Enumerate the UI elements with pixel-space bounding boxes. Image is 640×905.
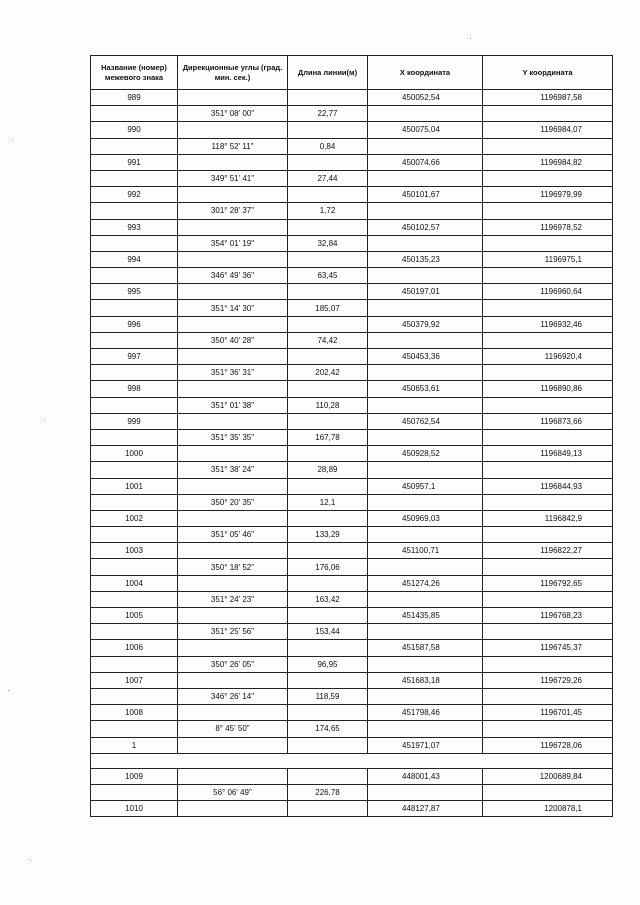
cell-x-coordinate: 450135,23	[368, 251, 483, 267]
cell-y-coordinate: 1196728,06	[483, 737, 613, 753]
cell-y-coordinate: 1196890,86	[483, 381, 613, 397]
cell-y-coordinate: 1196842,9	[483, 510, 613, 526]
cell-line-length	[288, 381, 368, 397]
cell-direction-angle: 118° 52' 11"	[178, 138, 288, 154]
cell-line-length	[288, 608, 368, 624]
segment-row	[91, 688, 613, 704]
cell-x-coordinate	[368, 462, 483, 478]
cell-point-name: 1002	[91, 510, 178, 526]
cell-x-coordinate: 451798,46	[368, 705, 483, 721]
cell-line-length	[288, 575, 368, 591]
cell-line-length: 118,59	[288, 688, 368, 704]
cell-direction-angle	[178, 737, 288, 753]
cell-y-coordinate: 1196979,99	[483, 187, 613, 203]
point-row	[91, 737, 613, 753]
header-x: X координата	[368, 56, 483, 90]
cell-line-length	[288, 122, 368, 138]
cell-point-name: 989	[91, 90, 178, 106]
cell-x-coordinate: 451435,85	[368, 608, 483, 624]
cell-direction-angle: 351° 01' 38"	[178, 397, 288, 413]
cell-line-length: 0,84	[288, 138, 368, 154]
point-row	[91, 122, 613, 138]
cell-line-length: 27,44	[288, 170, 368, 186]
cell-line-length: 226,78	[288, 784, 368, 800]
cell-line-length	[288, 640, 368, 656]
cell-direction-angle	[178, 413, 288, 429]
cell-direction-angle: 350° 26' 05"	[178, 656, 288, 672]
cell-x-coordinate: 450074,66	[368, 154, 483, 170]
header-angle: Дирекционные углы (град. мин. сек.)	[178, 56, 288, 90]
cell-x-coordinate: 451587,58	[368, 640, 483, 656]
cell-y-coordinate	[483, 462, 613, 478]
segment-row	[91, 624, 613, 640]
cell-line-length: 163,42	[288, 591, 368, 607]
segment-row	[91, 494, 613, 510]
cell-line-length	[288, 543, 368, 559]
cell-direction-angle	[178, 510, 288, 526]
cell-x-coordinate	[368, 300, 483, 316]
cell-line-length: 133,29	[288, 527, 368, 543]
cell-line-length	[288, 90, 368, 106]
cell-y-coordinate: 1196729,26	[483, 672, 613, 688]
cell-direction-angle: 354° 01' 19"	[178, 235, 288, 251]
cell-line-length: 22,77	[288, 106, 368, 122]
cell-y-coordinate: 1196978,52	[483, 219, 613, 235]
cell-y-coordinate: 1196844,93	[483, 478, 613, 494]
cell-point-name: 1003	[91, 543, 178, 559]
cell-point-name: 993	[91, 219, 178, 235]
cell-direction-angle	[178, 284, 288, 300]
cell-point-name: 1006	[91, 640, 178, 656]
cell-point-name: 1010	[91, 801, 178, 817]
cell-line-length: 176,06	[288, 559, 368, 575]
point-row	[91, 640, 613, 656]
cell-point-name: 997	[91, 349, 178, 365]
point-row	[91, 284, 613, 300]
gap-cell	[91, 753, 613, 768]
cell-y-coordinate: 1200878,1	[483, 801, 613, 817]
cell-line-length	[288, 672, 368, 688]
cell-y-coordinate	[483, 624, 613, 640]
cell-x-coordinate: 450653,61	[368, 381, 483, 397]
cell-line-length	[288, 446, 368, 462]
cell-direction-angle	[178, 90, 288, 106]
segment-row	[91, 332, 613, 348]
cell-direction-angle	[178, 349, 288, 365]
cell-direction-angle	[178, 219, 288, 235]
cell-x-coordinate	[368, 332, 483, 348]
cell-x-coordinate	[368, 429, 483, 445]
segment-row	[91, 397, 613, 413]
cell-x-coordinate: 448127,87	[368, 801, 483, 817]
cell-line-length	[288, 219, 368, 235]
cell-point-name: 990	[91, 122, 178, 138]
cell-y-coordinate: 1196701,45	[483, 705, 613, 721]
table-header-row	[91, 56, 613, 90]
cell-direction-angle	[178, 801, 288, 817]
cell-line-length: 63,45	[288, 268, 368, 284]
cell-point-name: 994	[91, 251, 178, 267]
cell-line-length	[288, 768, 368, 784]
point-row	[91, 187, 613, 203]
segment-row	[91, 300, 613, 316]
cell-point-name	[91, 332, 178, 348]
cell-direction-angle: 351° 05' 46"	[178, 527, 288, 543]
cell-x-coordinate: 450197,01	[368, 284, 483, 300]
cell-line-length	[288, 737, 368, 753]
cell-direction-angle: 351° 35' 35"	[178, 429, 288, 445]
cell-y-coordinate	[483, 397, 613, 413]
cell-point-name	[91, 591, 178, 607]
cell-x-coordinate	[368, 494, 483, 510]
cell-x-coordinate: 451100,71	[368, 543, 483, 559]
scan-speck	[30, 860, 31, 861]
cell-x-coordinate: 450928,52	[368, 446, 483, 462]
cell-x-coordinate: 450102,57	[368, 219, 483, 235]
cell-x-coordinate: 450762,54	[368, 413, 483, 429]
cell-y-coordinate: 1196987,58	[483, 90, 613, 106]
boundary-coordinates-table	[90, 55, 613, 817]
point-row	[91, 478, 613, 494]
point-row	[91, 219, 613, 235]
cell-y-coordinate: 1196975,1	[483, 251, 613, 267]
cell-x-coordinate	[368, 688, 483, 704]
cell-direction-angle	[178, 154, 288, 170]
cell-direction-angle: 350° 18' 52"	[178, 559, 288, 575]
point-row	[91, 543, 613, 559]
cell-y-coordinate	[483, 559, 613, 575]
scan-speck	[12, 140, 13, 141]
cell-x-coordinate: 451274,26	[368, 575, 483, 591]
point-row	[91, 90, 613, 106]
cell-line-length	[288, 705, 368, 721]
cell-line-length: 153,44	[288, 624, 368, 640]
cell-line-length: 185,07	[288, 300, 368, 316]
cell-x-coordinate	[368, 721, 483, 737]
cell-x-coordinate: 450379,92	[368, 316, 483, 332]
cell-line-length	[288, 251, 368, 267]
cell-line-length: 32,84	[288, 235, 368, 251]
cell-point-name	[91, 559, 178, 575]
point-row	[91, 154, 613, 170]
cell-y-coordinate: 1196984,07	[483, 122, 613, 138]
segment-row	[91, 591, 613, 607]
point-row	[91, 608, 613, 624]
cell-y-coordinate: 1196768,23	[483, 608, 613, 624]
cell-point-name: 991	[91, 154, 178, 170]
cell-line-length	[288, 187, 368, 203]
cell-x-coordinate	[368, 397, 483, 413]
cell-y-coordinate: 1196920,4	[483, 349, 613, 365]
cell-x-coordinate	[368, 365, 483, 381]
cell-x-coordinate: 448001,43	[368, 768, 483, 784]
cell-point-name	[91, 106, 178, 122]
cell-y-coordinate	[483, 365, 613, 381]
cell-point-name: 1	[91, 737, 178, 753]
point-row	[91, 381, 613, 397]
cell-point-name	[91, 721, 178, 737]
cell-direction-angle: 301° 28' 37"	[178, 203, 288, 219]
cell-direction-angle	[178, 122, 288, 138]
cell-direction-angle	[178, 705, 288, 721]
cell-line-length	[288, 154, 368, 170]
cell-direction-angle: 351° 36' 31"	[178, 365, 288, 381]
cell-direction-angle	[178, 575, 288, 591]
cell-point-name	[91, 203, 178, 219]
header-y: Y координата	[483, 56, 613, 90]
cell-point-name	[91, 688, 178, 704]
cell-y-coordinate	[483, 494, 613, 510]
cell-line-length: 174,65	[288, 721, 368, 737]
scan-speck	[8, 690, 9, 691]
cell-line-length	[288, 316, 368, 332]
cell-x-coordinate: 450101,67	[368, 187, 483, 203]
cell-line-length	[288, 510, 368, 526]
cell-point-name	[91, 397, 178, 413]
segment-row	[91, 170, 613, 186]
cell-x-coordinate	[368, 559, 483, 575]
cell-y-coordinate: 1196984,82	[483, 154, 613, 170]
cell-direction-angle	[178, 608, 288, 624]
cell-point-name: 1001	[91, 478, 178, 494]
cell-point-name	[91, 494, 178, 510]
point-row	[91, 510, 613, 526]
cell-point-name	[91, 462, 178, 478]
segment-row	[91, 784, 613, 800]
cell-y-coordinate: 1196873,66	[483, 413, 613, 429]
cell-y-coordinate: 1196822,27	[483, 543, 613, 559]
cell-y-coordinate	[483, 656, 613, 672]
cell-x-coordinate: 450453,36	[368, 349, 483, 365]
cell-line-length: 1,72	[288, 203, 368, 219]
point-row	[91, 316, 613, 332]
cell-direction-angle	[178, 640, 288, 656]
cell-line-length: 202,42	[288, 365, 368, 381]
cell-y-coordinate	[483, 721, 613, 737]
cell-point-name: 1000	[91, 446, 178, 462]
cell-direction-angle	[178, 672, 288, 688]
cell-point-name	[91, 365, 178, 381]
scan-speck	[44, 420, 45, 421]
scan-speck	[470, 38, 471, 39]
point-row	[91, 705, 613, 721]
cell-line-length	[288, 284, 368, 300]
cell-line-length	[288, 801, 368, 817]
cell-x-coordinate	[368, 591, 483, 607]
cell-y-coordinate	[483, 527, 613, 543]
cell-point-name: 995	[91, 284, 178, 300]
table-body	[91, 90, 613, 817]
cell-y-coordinate	[483, 429, 613, 445]
cell-line-length: 28,89	[288, 462, 368, 478]
cell-y-coordinate: 1200689,84	[483, 768, 613, 784]
cell-x-coordinate	[368, 106, 483, 122]
segment-row	[91, 235, 613, 251]
cell-y-coordinate	[483, 688, 613, 704]
cell-y-coordinate: 1196849,13	[483, 446, 613, 462]
cell-direction-angle: 56° 06' 49"	[178, 784, 288, 800]
cell-x-coordinate	[368, 624, 483, 640]
cell-point-name	[91, 170, 178, 186]
segment-row	[91, 106, 613, 122]
cell-line-length: 96,95	[288, 656, 368, 672]
cell-point-name: 1005	[91, 608, 178, 624]
cell-y-coordinate	[483, 268, 613, 284]
segment-row	[91, 527, 613, 543]
segment-row	[91, 721, 613, 737]
cell-point-name: 1009	[91, 768, 178, 784]
cell-point-name	[91, 527, 178, 543]
cell-y-coordinate	[483, 591, 613, 607]
cell-direction-angle	[178, 251, 288, 267]
segment-row	[91, 203, 613, 219]
segment-row	[91, 429, 613, 445]
point-row	[91, 575, 613, 591]
cell-y-coordinate	[483, 784, 613, 800]
cell-x-coordinate	[368, 235, 483, 251]
cell-x-coordinate: 451683,18	[368, 672, 483, 688]
cell-direction-angle	[178, 446, 288, 462]
header-name: Название (номер) межевого знака	[91, 56, 178, 90]
segment-row	[91, 559, 613, 575]
cell-direction-angle: 351° 38' 24"	[178, 462, 288, 478]
point-row	[91, 413, 613, 429]
cell-line-length: 12,1	[288, 494, 368, 510]
cell-y-coordinate: 1196792,65	[483, 575, 613, 591]
cell-x-coordinate	[368, 170, 483, 186]
cell-direction-angle	[178, 381, 288, 397]
cell-point-name	[91, 268, 178, 284]
cell-point-name: 992	[91, 187, 178, 203]
cell-point-name	[91, 784, 178, 800]
cell-direction-angle	[178, 316, 288, 332]
cell-line-length: 74,42	[288, 332, 368, 348]
cell-y-coordinate	[483, 300, 613, 316]
cell-y-coordinate	[483, 235, 613, 251]
cell-point-name: 1008	[91, 705, 178, 721]
cell-point-name: 999	[91, 413, 178, 429]
cell-point-name: 1007	[91, 672, 178, 688]
cell-point-name	[91, 429, 178, 445]
cell-direction-angle	[178, 768, 288, 784]
cell-x-coordinate	[368, 784, 483, 800]
header-length: Длина линии(м)	[288, 56, 368, 90]
segment-row	[91, 268, 613, 284]
point-row	[91, 251, 613, 267]
cell-direction-angle	[178, 543, 288, 559]
cell-x-coordinate	[368, 268, 483, 284]
table-gap-row	[91, 753, 613, 768]
cell-direction-angle	[178, 187, 288, 203]
cell-direction-angle: 8° 45' 50"	[178, 721, 288, 737]
cell-y-coordinate	[483, 106, 613, 122]
cell-point-name	[91, 138, 178, 154]
cell-direction-angle: 349° 51' 41"	[178, 170, 288, 186]
cell-point-name	[91, 624, 178, 640]
segment-row	[91, 365, 613, 381]
segment-row	[91, 138, 613, 154]
cell-point-name: 996	[91, 316, 178, 332]
cell-x-coordinate	[368, 138, 483, 154]
cell-y-coordinate	[483, 138, 613, 154]
cell-line-length: 167,78	[288, 429, 368, 445]
cell-y-coordinate	[483, 203, 613, 219]
cell-direction-angle: 346° 26' 14"	[178, 688, 288, 704]
cell-x-coordinate	[368, 203, 483, 219]
cell-x-coordinate: 450052,54	[368, 90, 483, 106]
point-row	[91, 446, 613, 462]
cell-point-name	[91, 656, 178, 672]
cell-x-coordinate	[368, 656, 483, 672]
cell-line-length	[288, 413, 368, 429]
cell-point-name: 998	[91, 381, 178, 397]
cell-direction-angle: 351° 24' 23"	[178, 591, 288, 607]
cell-y-coordinate: 1196960,64	[483, 284, 613, 300]
cell-y-coordinate	[483, 170, 613, 186]
cell-point-name	[91, 300, 178, 316]
cell-line-length	[288, 478, 368, 494]
cell-point-name	[91, 235, 178, 251]
cell-line-length	[288, 349, 368, 365]
cell-point-name: 1004	[91, 575, 178, 591]
segment-row	[91, 656, 613, 672]
cell-y-coordinate	[483, 332, 613, 348]
point-row	[91, 768, 613, 784]
cell-direction-angle: 350° 20' 35"	[178, 494, 288, 510]
cell-direction-angle	[178, 478, 288, 494]
cell-direction-angle: 346° 49' 36"	[178, 268, 288, 284]
cell-direction-angle: 351° 14' 30"	[178, 300, 288, 316]
point-row	[91, 349, 613, 365]
cell-direction-angle: 351° 08' 00"	[178, 106, 288, 122]
cell-direction-angle: 351° 25' 56"	[178, 624, 288, 640]
cell-y-coordinate: 1196932,46	[483, 316, 613, 332]
cell-x-coordinate: 450969,03	[368, 510, 483, 526]
point-row	[91, 801, 613, 817]
cell-y-coordinate: 1196745,37	[483, 640, 613, 656]
cell-x-coordinate	[368, 527, 483, 543]
cell-x-coordinate: 450075,04	[368, 122, 483, 138]
cell-line-length: 110,28	[288, 397, 368, 413]
cell-x-coordinate: 451971,07	[368, 737, 483, 753]
segment-row	[91, 462, 613, 478]
cell-x-coordinate: 450957,1	[368, 478, 483, 494]
cell-direction-angle: 350° 40' 28"	[178, 332, 288, 348]
point-row	[91, 672, 613, 688]
